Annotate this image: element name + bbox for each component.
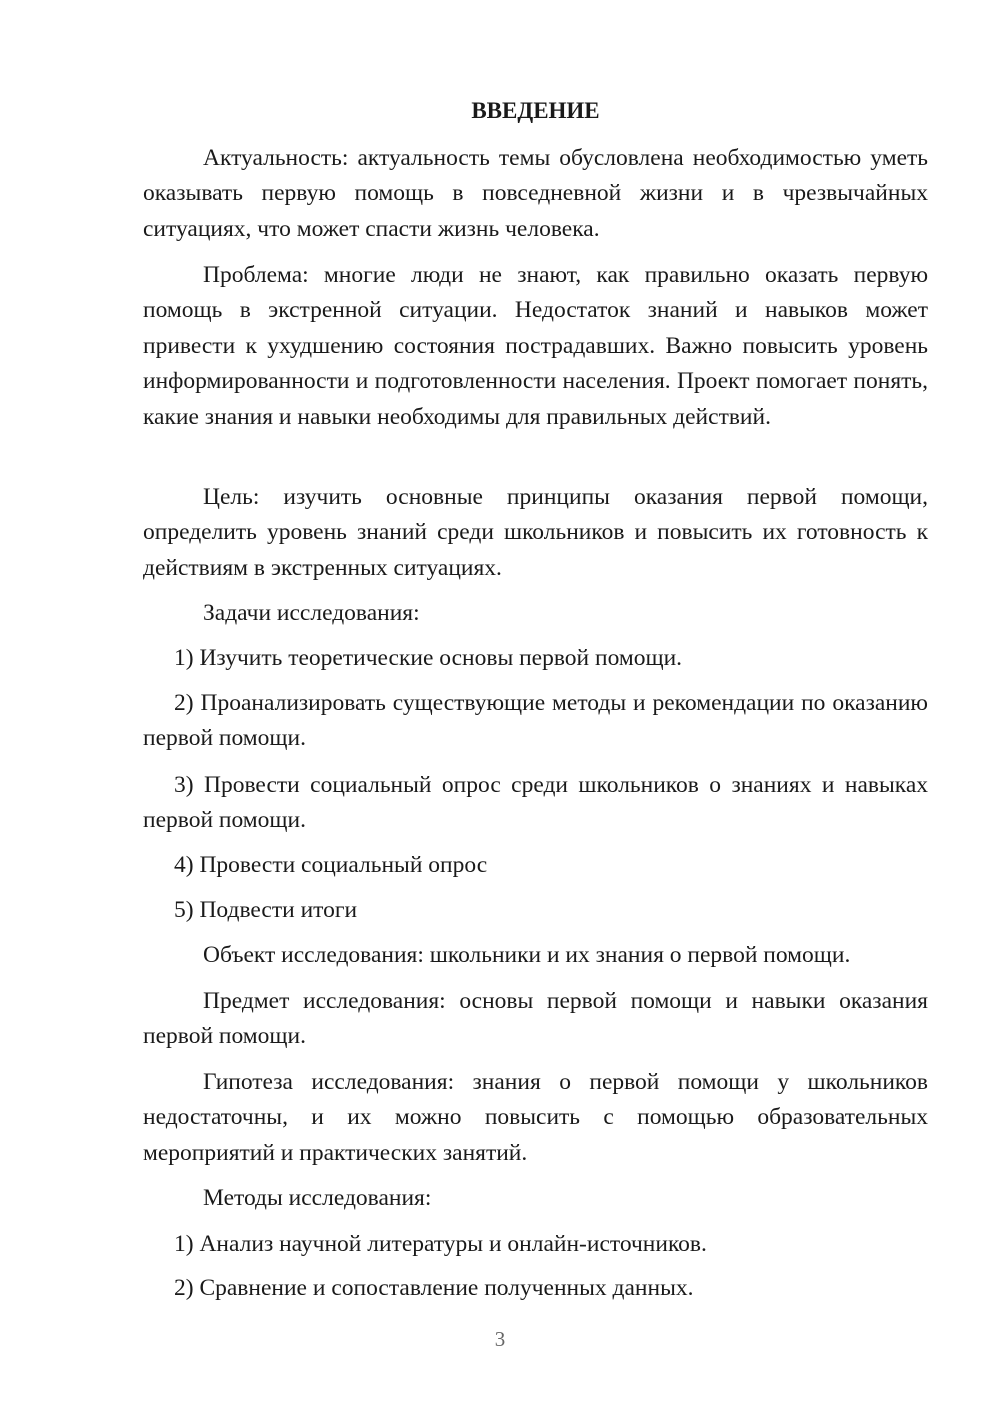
paragraph-relevance: Актуальность: актуальность темы обусловлена необходимостью уметь оказывать первую помощь в повседневной жизни и в чрезвычайных ситуациях, что может спасти жизнь человека. — [143, 145, 928, 242]
task-item: 2) Проанализировать существующие методы и рекомендации по оказанию первой помощи. — [143, 690, 928, 752]
page-number: 3 — [494, 1327, 506, 1351]
tasks-heading: Задачи исследования: — [203, 600, 420, 626]
section-title: ВВЕДЕНИЕ — [471, 98, 600, 123]
task-item: 5) Подвести итоги — [174, 897, 358, 923]
paragraph-object: Объект исследования: школьники и их знания о первой помощи. — [203, 942, 851, 968]
method-item: 1) Анализ научной литературы и онлайн-источников. — [174, 1231, 707, 1257]
paragraph-subject: Предмет исследования: основы первой помощи и навыки оказания первой помощи. — [143, 988, 928, 1050]
task-item: 4) Провести социальный опрос — [174, 852, 488, 878]
paragraph-hypothesis: Гипотеза исследования: знания о первой помощи у школьников недостаточны, и их можно повысить с помощью образовательных мероприятий и практических занятий. — [143, 1069, 928, 1166]
methods-heading: Методы исследования: — [203, 1185, 432, 1211]
task-item: 1) Изучить теоретические основы первой помощи. — [174, 645, 683, 671]
task-item: 3) Провести социальный опрос среди школьников о знаниях и навыках первой помощи. — [143, 772, 928, 834]
paragraph-goal: Цель: изучить основные принципы оказания первой помощи, определить уровень знаний среди школьников и повысить их готовность к действиям в экстренных ситуациях. — [143, 484, 928, 581]
paragraph-problem: Проблема: многие люди не знают, как правильно оказать первую помощь в экстренной ситуации. Недостаток знаний и навыков может привести к ухудшению состояния пострадавших. Важно повысить уровень информированности и подготовленности населения. Проект помогает понять, какие знания и навыки необходимы для правильных действий. — [143, 262, 928, 430]
method-item: 2) Сравнение и сопоставление полученных данных. — [174, 1275, 694, 1301]
